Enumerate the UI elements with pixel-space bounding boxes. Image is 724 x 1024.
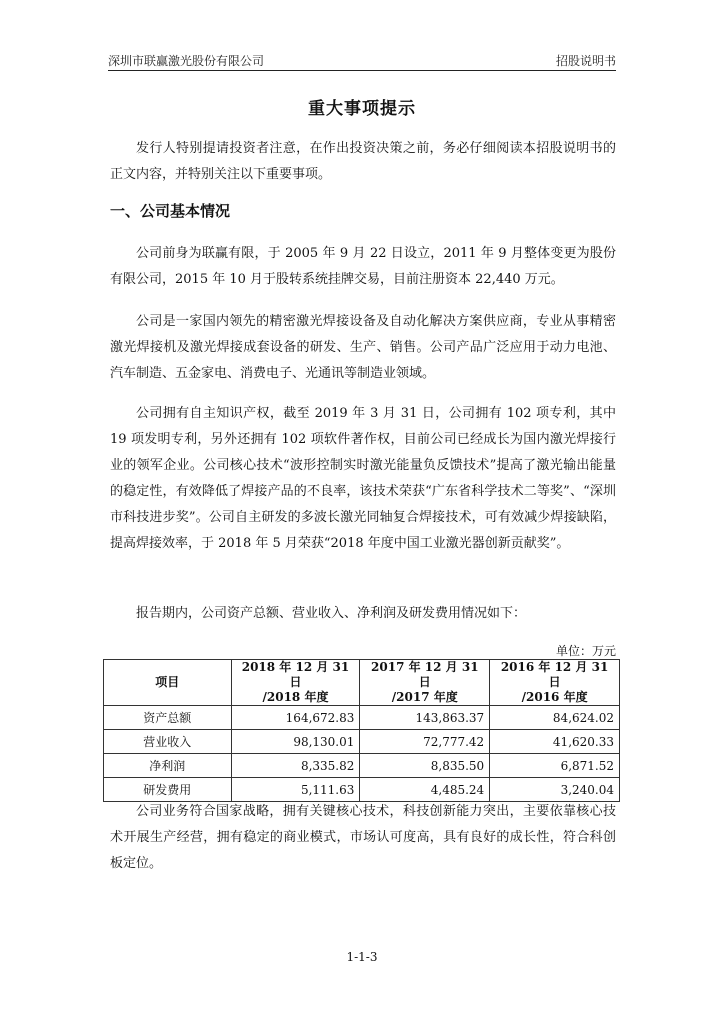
running-header <box>108 50 616 70</box>
table-row: 研发费用 5,111.63 4,485.24 3,240.04 <box>104 778 620 802</box>
header-2017: 2017 年 12 月 31 日 /2017 年度 <box>360 660 490 706</box>
table-row: 资产总额 164,672.83 143,863.37 84,624.02 <box>104 706 620 730</box>
page-title: 重大事项提示 <box>308 99 416 119</box>
header-item: 项目 <box>104 660 232 706</box>
paragraph-technology: 公司拥有自主知识产权，截至 2019 年 3 月 31 日，公司拥有 102 项专利，其中 19 项发明专利，另外还拥有 102 项软件著作权，目前公司已经成长为国内激光焊接行业的领军企业。公司核心技术“波形控制实时激光能量负反馈技术”提高了激光输出能量的稳定性，有效降低了焊接产品的不良率，该技术荣获“广东省科学技术二等奖”、“深圳市科技进步奖”。公司自主研发的多波长激光同轴复合焊接技术，可有效减少焊接缺陷，提高焊接效率，于 2018 年 5 月荣获“2018 年度中国工业激光器创新贡献奖”。 <box>110 406 616 551</box>
paragraph-business: 公司是一家国内领先的精密激光焊接设备及自动化解决方案供应商，专业从事精密激光焊接机及激光焊接成套设备的研发、生产、销售。公司产品广泛应用于动力电池、汽车制造、五金家电、消费电子、光通讯等制造业领域。 <box>110 314 616 381</box>
paragraph-positioning: 公司业务符合国家战略，拥有关键核心技术，科技创新能力突出，主要依靠核心技术开展生产经营，拥有稳定的商业模式，市场认可度高，具有良好的成长性，符合科创板定位。 <box>110 804 616 871</box>
financial-table <box>103 659 620 802</box>
header-rule <box>108 70 616 71</box>
intro-paragraph: 发行人特别提请投资者注意，在作出投资决策之前，务必仔细阅读本招股说明书的正文内容，并特别关注以下重要事项。 <box>110 141 616 182</box>
header-2016: 2016 年 12 月 31 日 /2016 年度 <box>490 660 620 706</box>
unit-label: 单位：万元 <box>555 644 616 658</box>
paragraph-table-intro: 报告期内，公司资产总额、营业收入、净利润及研发费用情况如下： <box>136 606 527 621</box>
section-heading: 一、公司基本情况 <box>110 202 231 220</box>
page-number: 1-1-3 <box>346 950 378 964</box>
header-2018: 2018 年 12 月 31 日 /2018 年度 <box>231 660 360 706</box>
table-header-row <box>104 660 620 706</box>
header-doc-type: 招股说明书 <box>555 54 616 68</box>
paragraph-history: 公司前身为联赢有限，于 2005 年 9 月 22 日设立，2011 年 9 月整体变更为股份有限公司，2015 年 10 月于股转系统挂牌交易，目前注册资本 22,440 万元。 <box>110 246 616 287</box>
table-row: 净利润 8,335.82 8,835.50 6,871.52 <box>104 754 620 778</box>
table-row: 营业收入 98,130.01 72,777.42 41,620.33 <box>104 730 620 754</box>
header-company: 深圳市联赢激光股份有限公司 <box>108 54 265 68</box>
